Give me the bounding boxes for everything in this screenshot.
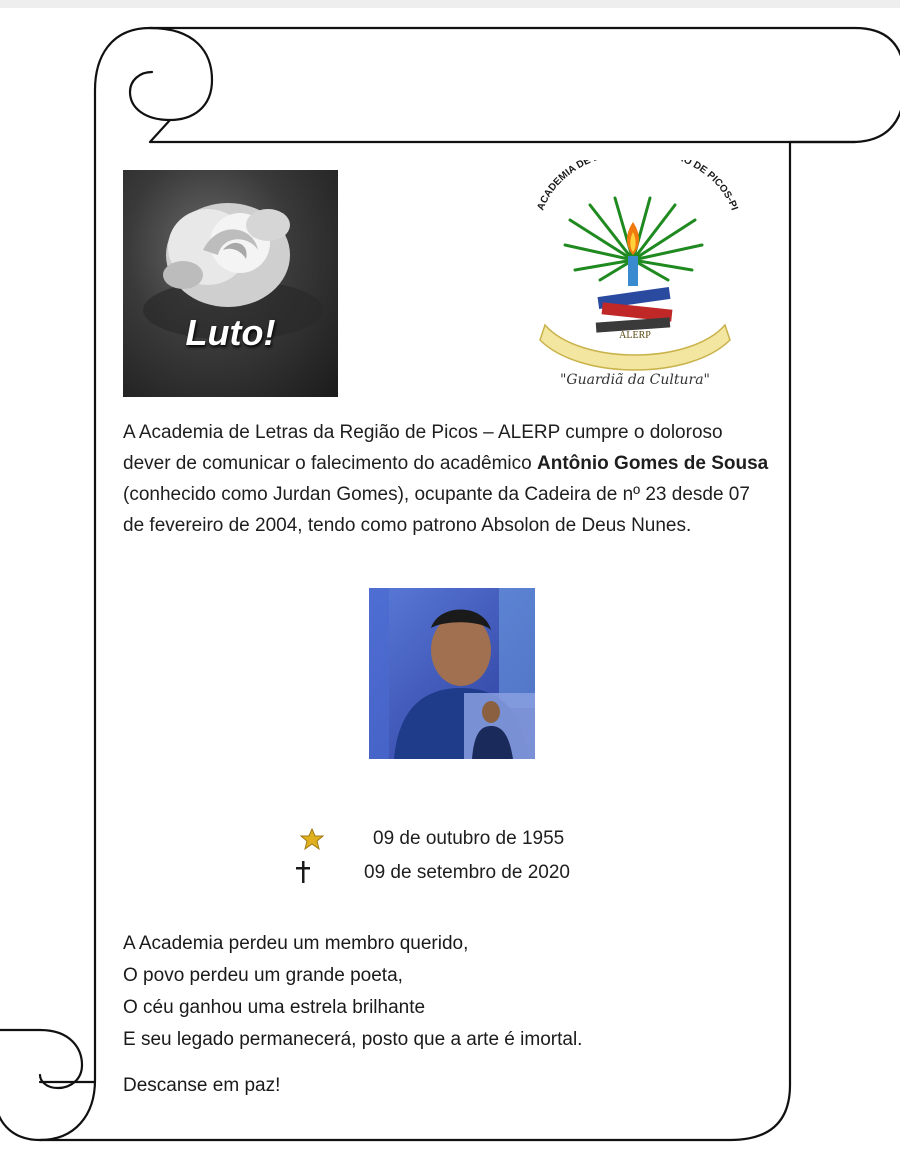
- announcement-text-after: (conhecido como Jurdan Gomes), ocupante da Cadeira de nº 23 desde 07 de fevereiro de 2004, tendo como patrono Absolon de Deus Nunes.: [123, 484, 750, 536]
- portrait-photo: [369, 588, 535, 759]
- svg-text:ACADEMIA DE LETRAS DA REGIÃO D: [535, 160, 739, 212]
- life-dates: [280, 826, 660, 892]
- mourning-rose-photo: [123, 170, 338, 397]
- poem: [123, 928, 743, 1056]
- death-date: 09 de setembro de 2020: [364, 862, 570, 883]
- alerp-logo: [520, 160, 750, 400]
- announcement-paragraph: [123, 417, 773, 541]
- logo-motto: "Guardiã da Cultura": [559, 372, 710, 388]
- star-icon: [300, 828, 324, 850]
- luto-caption: Luto!: [185, 312, 276, 353]
- poem-line: O povo perdeu um grande poeta,: [123, 965, 403, 986]
- cross-icon: [294, 860, 312, 884]
- poem-line: O céu ganhou uma estrela brilhante: [123, 997, 426, 1018]
- closing-line: Descanse em paz!: [123, 1075, 281, 1096]
- logo-arc-text: ACADEMIA DE O DE PICOS-PI: [535, 160, 740, 212]
- poem-line: E seu legado permanecerá, posto que a arte é imortal.: [123, 1029, 583, 1050]
- birth-row: [280, 826, 660, 852]
- death-row: [280, 860, 660, 886]
- birth-date: 09 de outubro de 1955: [373, 828, 565, 849]
- deceased-name: Antônio Gomes de Sousa: [537, 453, 769, 474]
- announcement-text-before: A Academia de Letras da Região de Picos – ALERP cumpre o doloroso dever de comunicar o falecimento do acadêmico: [123, 422, 723, 474]
- poem-line: A Academia perdeu um membro querido,: [123, 933, 469, 954]
- logo-acronym: ALERP: [619, 330, 651, 341]
- white-rose-icon: [123, 170, 338, 397]
- palm-torch-books-icon: [520, 160, 750, 400]
- portrait-image: [369, 588, 535, 759]
